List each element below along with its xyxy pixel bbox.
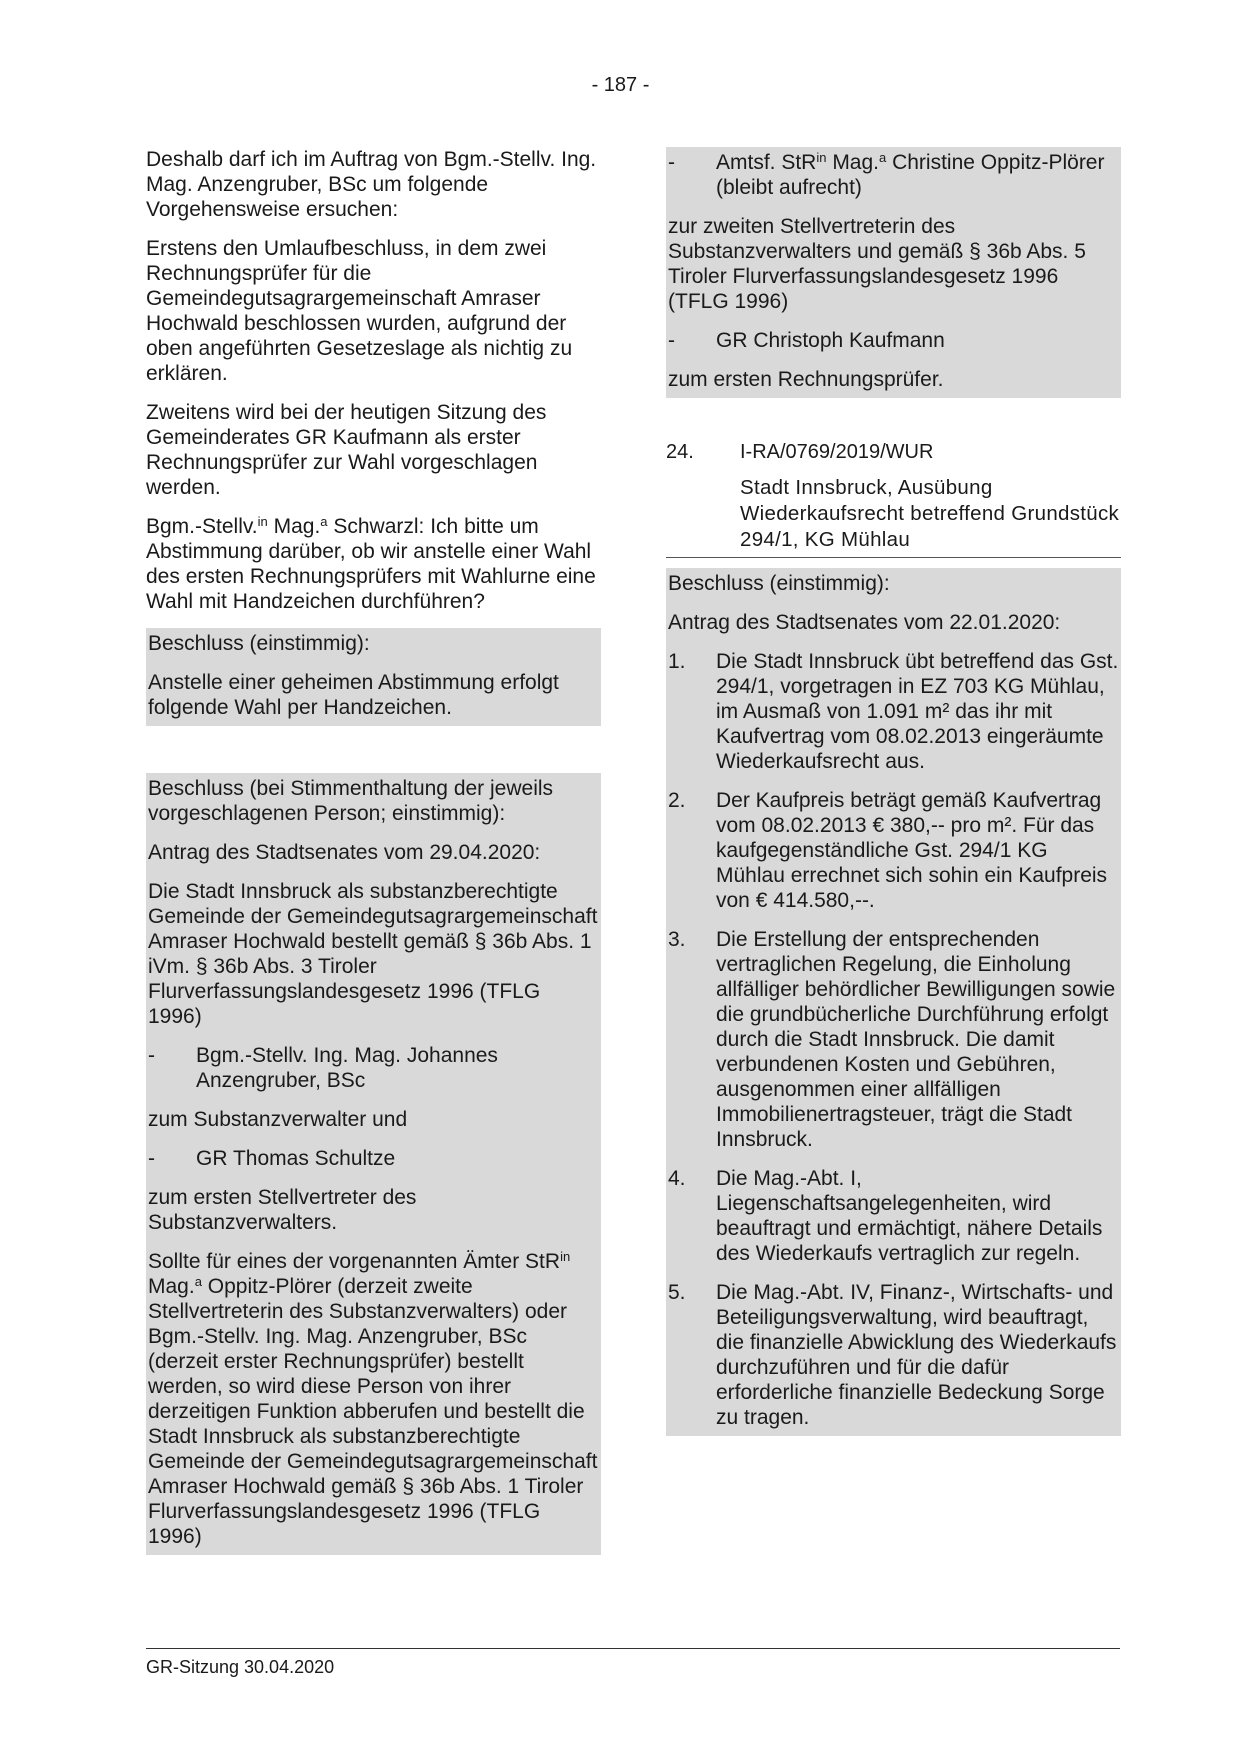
point-text: Die Mag.-Abt. IV, Finanz-, Wirtschafts- und Beteiligungsverwaltung, wird beauftragt, die finanzielle Abwicklung des Wiederkaufs durchzuführen und für die dafür erforderliche finanzielle Bedeckung Sorge zu tragen. — [716, 1281, 1117, 1429]
footer-rule — [146, 1648, 1120, 1649]
paragraph-vote-question: Bgm.-Stellv.$^{in}$ Mag.$^a$ Schwarzl: Ich bitte um Abstimmung darüber, ob wir anstelle einer Wahl des ersten Rechnungsprüfers mit Wahlurne eine Wahl mit Handzeichen durchführen? — [146, 514, 596, 613]
numbered-point — [668, 1280, 1119, 1430]
point-number: 1. — [668, 650, 686, 673]
resolution-box-3 — [666, 568, 1121, 1436]
dash-item: - GR Thomas Schultze — [148, 1147, 396, 1170]
resolution-points — [668, 649, 1119, 1430]
paragraph-request: Deshalb darf ich im Auftrag von Bgm.-Stellv. Ing. Mag. Anzengruber, BSc um folgende Vorgehensweise ersuchen: — [146, 148, 597, 221]
resolution-final: Sollte für eines der vorgenannten Ämter StR$^{in}$ Mag.$^a$ Oppitz-Plörer (derzeit zweite Stellvertreterin des Substanzverwalters) oder Bgm.-Stellv. Ing. Mag. Anzengruber, BSc (derzeit erster Rechnungsprüfer) bestellt werden, so wird diese Person von ihrer derzeitigen Funktion abberufen und bestellt die Stadt Innsbruck als substanzberechtigte Gemeinde der Gemeindegutsagrargemeinschaft Amraser Hochwald gemäß § 36b Abs. 1 Tiroler Flurverfassungslandesgesetz 1996 (TFLG 1996) — [148, 1249, 598, 1548]
dash-item: - Amtsf. StR$^{in}$ Mag.$^a$ Christine Oppitz-Plörer (bleibt aufrecht) — [668, 150, 1105, 199]
point-number: 3. — [668, 928, 686, 951]
point-number: 2. — [668, 789, 686, 812]
paragraph-second: Zweitens wird bei der heutigen Sitzung des Gemeinderates GR Kaufmann als erster Rechnungsprüfer zur Wahl vorgeschlagen werden. — [146, 401, 547, 499]
numbered-point — [668, 649, 1119, 774]
point-text: Die Erstellung der entsprechenden vertraglichen Regelung, die Einholung allfälliger behördlicher Bewilligungen sowie die grundbücherliche Durchführung erfolgt durch die Stadt Innsbruck. Die damit verbundenen Kosten und Gebühren, ausgenommen einer allfälligen Immobilienertragsteuer, trägt die Stadt Innsbruck. — [716, 928, 1116, 1151]
motion-date: Antrag des Stadtsenates vom 22.01.2020: — [668, 611, 1061, 634]
role-text: zum Substanzverwalter und — [148, 1108, 408, 1131]
resolution-box-continued — [666, 147, 1121, 398]
paragraph-first: Erstens den Umlaufbeschluss, in dem zwei Rechnungsprüfer für die Gemeindegutsagrargemeinschaft Amraser Hochwald beschlossen wurden, aufgrund der oben angeführten Gesetzeslage als nichtig zu erklären. — [146, 237, 573, 385]
resolution-title: Beschluss (einstimmig): — [668, 572, 890, 595]
dash-item: - Bgm.-Stellv. Ing. Mag. Johannes Anzengruber, BSc — [148, 1044, 498, 1092]
resolution-text: Die Stadt Innsbruck als substanzberechtigte Gemeinde der Gemeindegutsagrargemeinschaft Amraser Hochwald bestellt gemäß § 36b Abs. 1 iVm. § 36b Abs. 3 Tiroler Flurverfassungslandesgesetz 1996 (TFLG 1996) — [148, 880, 598, 1028]
resolution-box-2 — [146, 773, 601, 1555]
numbered-point — [668, 788, 1119, 913]
resolution-title: Beschluss (einstimmig): — [148, 632, 370, 655]
point-text: Die Mag.-Abt. I, Liegenschaftsangelegenheiten, wird beauftragt und ermächtigt, nähere Details des Wiederkaufs vertraglich zur regeln. — [716, 1167, 1103, 1265]
numbered-point — [668, 1166, 1119, 1266]
role-text: zur zweiten Stellvertreterin des Substanzverwalters und gemäß § 36b Abs. 5 Tiroler Flurverfassungslandesgesetz 1996 (TFLG 1996) — [668, 215, 1086, 313]
agenda-number: 24. — [666, 441, 694, 463]
right-column — [666, 147, 1121, 1436]
left-column — [146, 147, 601, 1555]
agenda-item-header — [666, 440, 1121, 465]
point-text: Die Stadt Innsbruck übt betreffend das Gst. 294/1, vorgetragen in EZ 703 KG Mühlau, im Ausmaß von 1.091 m² das ihr mit Kaufvertrag vom 08.02.2013 eingeräumte Wiederkaufsrecht aus. — [716, 650, 1119, 773]
point-text: Der Kaufpreis beträgt gemäß Kaufvertrag vom 08.02.2013 € 380,-- pro m². Für das kaufgegenständliche Gst. 294/1 KG Mühlau errechnet sich sohin ein Kaufpreis von € 414.580,--. — [716, 789, 1108, 912]
role-text: zum ersten Rechnungsprüfer. — [668, 368, 944, 391]
resolution-title: Beschluss (bei Stimmenthaltung der jeweils vorgeschlagenen Person; einstimmig): — [148, 777, 554, 825]
resolution-text: Anstelle einer geheimen Abstimmung erfolgt folgende Wahl per Handzeichen. — [148, 671, 559, 719]
motion-date: Antrag des Stadtsenates vom 29.04.2020: — [148, 841, 541, 864]
point-number: 4. — [668, 1167, 686, 1190]
divider — [666, 557, 1121, 558]
footer-text: GR-Sitzung 30.04.2020 — [146, 1657, 335, 1677]
point-number: 5. — [668, 1281, 686, 1304]
agenda-title: Stadt Innsbruck, Ausübung Wiederkaufsrecht betreffend Grundstück 294/1, KG Mühlau — [740, 476, 1120, 551]
dash-item: - GR Christoph Kaufmann — [668, 329, 945, 352]
numbered-point — [668, 927, 1119, 1152]
role-text: zum ersten Stellvertreter des Substanzverwalters. — [148, 1186, 417, 1234]
agenda-code: I-RA/0769/2019/WUR — [740, 441, 934, 463]
resolution-box-1 — [146, 628, 601, 726]
page-number: - 187 - — [591, 74, 650, 96]
